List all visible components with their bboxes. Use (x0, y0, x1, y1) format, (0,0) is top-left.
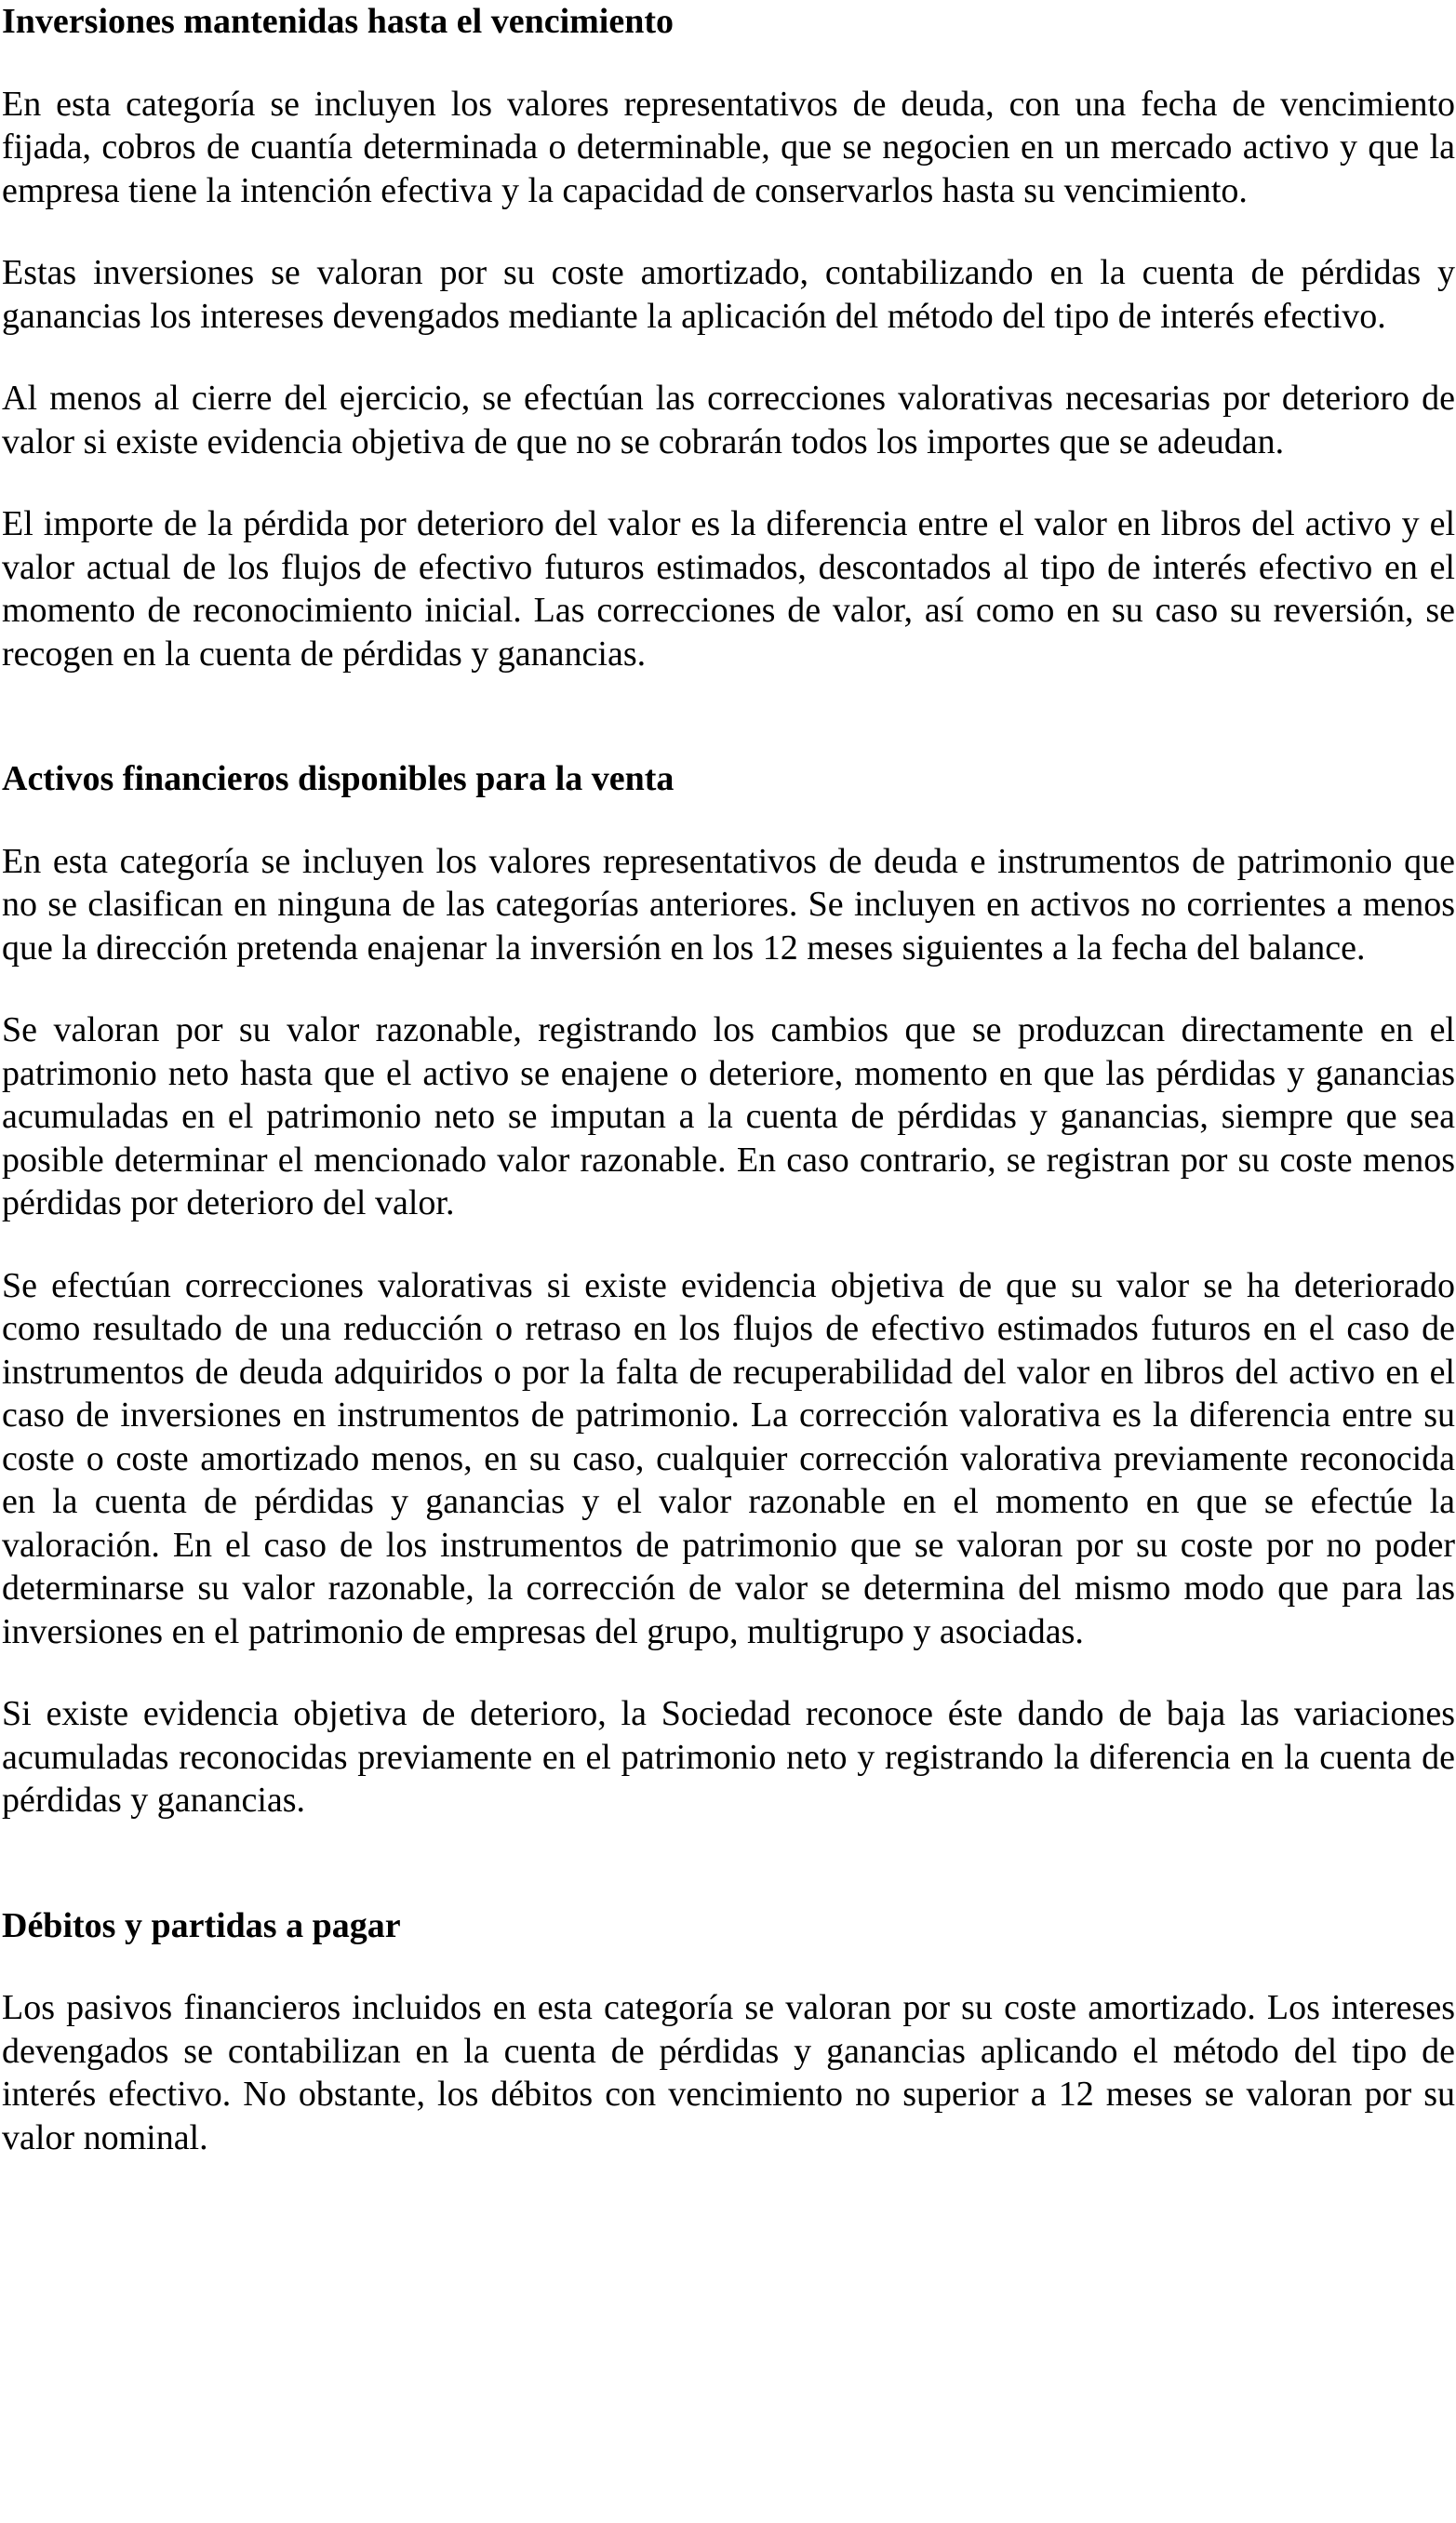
paragraph: En esta categoría se incluyen los valores representativos de deuda e instrumentos de patrimonio que no se clasifican en ninguna de las categorías anteriores. Se incluyen en activos no corrientes a menos que la dirección pretenda enajenar la inversión en los 12 meses siguientes a la fecha del balance. (2, 841, 1455, 968)
paragraph: Los pasivos financieros incluidos en esta categoría se valoran por su coste amortizado. Los intereses devengados se contabilizan en la cuenta de pérdidas y ganancias aplicando el método del tipo de interés efectivo. No obstante, los débitos con vencimiento no superior a 12 meses se valoran por su valor nominal. (2, 1988, 1455, 2157)
document-page (2, 0, 1455, 2159)
section-heading-available-for-sale: Activos financieros disponibles para la venta (2, 759, 675, 798)
paragraph: Se valoran por su valor razonable, registrando los cambios que se produzcan directamente en el patrimonio neto hasta que el activo se enajene o deteriore, momento en que las pérdidas y ganancias acumuladas en el patrimonio neto se imputan a la cuenta de pérdidas y ganancias, siempre que sea posible determinar el mencionado valor razonable. En caso contrario, se registran por su coste menos pérdidas por deterioro del valor. (2, 1010, 1455, 1222)
paragraph: Al menos al cierre del ejercicio, se efectúan las correcciones valorativas necesarias por deterioro de valor si existe evidencia objetiva de que no se cobrarán todos los importes que se adeudan. (2, 379, 1455, 461)
section-heading-payables: Débitos y partidas a pagar (2, 1905, 401, 1945)
paragraph: En esta categoría se incluyen los valores representativos de deuda, con una fecha de vencimiento fijada, cobros de cuantía determinada o determinable, que se negocien en un mercado activo y que la empresa tiene la intención efectiva y la capacidad de conservarlos hasta su vencimiento. (2, 84, 1455, 210)
paragraph: Se efectúan correcciones valorativas si existe evidencia objetiva de que su valor se ha deteriorado como resultado de una reducción o retraso en los flujos de efectivo estimados futuros en el caso de instrumentos de deuda adquiridos o por la falta de recuperabilidad del valor en libros del activo en el caso de inversiones en instrumentos de patrimonio. La corrección valorativa es la diferencia entre su coste o coste amortizado menos, en su caso, cualquier corrección valorativa previamente reconocida en la cuenta de pérdidas y ganancias y el valor razonable en el momento en que se efectúe la valoración. En el caso de los instrumentos de patrimonio que se valoran por su coste por no poder determinarse su valor razonable, la corrección de valor se determina del mismo modo que para las inversiones en el patrimonio de empresas del grupo, multigrupo y asociadas. (2, 1265, 1455, 1651)
paragraph: Si existe evidencia objetiva de deterioro, la Sociedad reconoce éste dando de baja las variaciones acumuladas reconocidas previamente en el patrimonio neto y registrando la diferencia en la cuenta de pérdidas y ganancias. (2, 1694, 1455, 1820)
paragraph: Estas inversiones se valoran por su coste amortizado, contabilizando en la cuenta de pérdidas y ganancias los intereses devengados mediante la aplicación del método del tipo de interés efectivo. (2, 253, 1455, 336)
section-heading-held-to-maturity: Inversiones mantenidas hasta el vencimiento (2, 2, 674, 41)
paragraph: El importe de la pérdida por deterioro del valor es la diferencia entre el valor en libros del activo y el valor actual de los flujos de efectivo futuros estimados, descontados al tipo de interés efectivo en el momento de reconocimiento inicial. Las correcciones de valor, así como en su caso su reversión, se recogen en la cuenta de pérdidas y ganancias. (2, 504, 1455, 674)
